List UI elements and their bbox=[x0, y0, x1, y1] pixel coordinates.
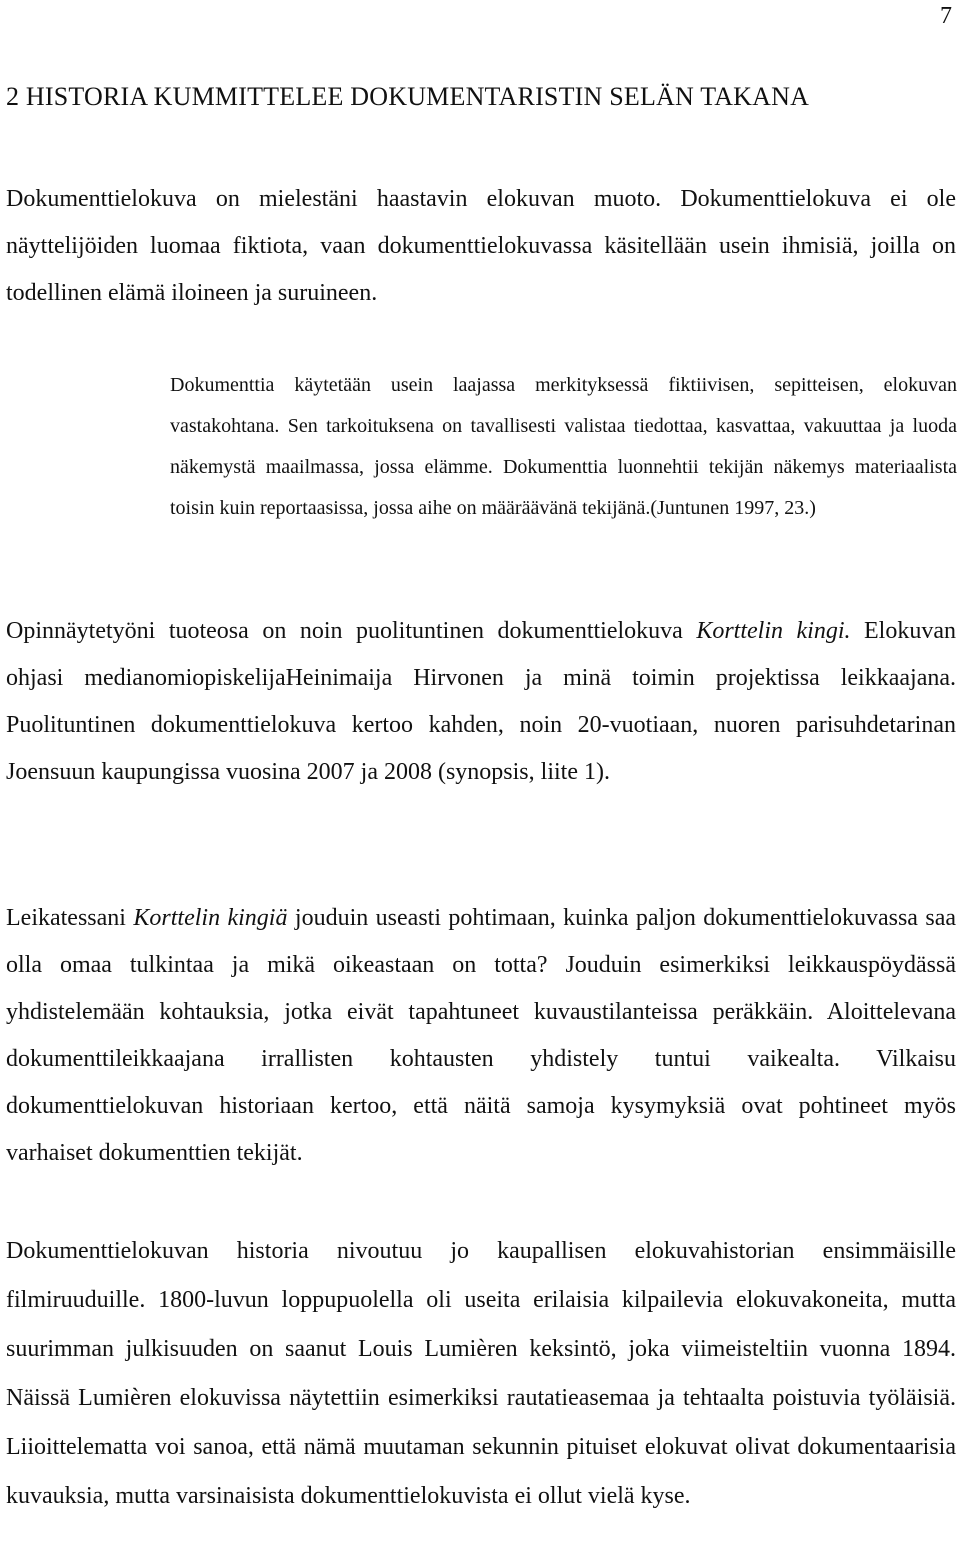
block-quote: Dokumenttia käytetään usein laajassa merkityksessä fiktiivisen, sepitteisen, elokuvan vastakohtana. Sen tarkoituksena on tavallisesti valistaa tiedottaa, kasvattaa, vakuuttaa ja luoda näkemystä maailmassa, jossa elämme. Dokumenttia luonnehtii tekijän näkemys materiaalista toisin kuin reportaasissa, jossa aihe on määräävänä tekijänä.(Juntunen 1997, 23.) bbox=[170, 374, 957, 519]
paragraph-editing bbox=[6, 895, 956, 1177]
paragraph-intro: Dokumenttielokuva on mielestäni haastavin elokuvan muoto. Dokumenttielokuva ei ole näyttelijöiden luomaa fiktiota, vaan dokumenttielokuvassa käsitellään usein ihmisiä, joilla on todellinen elämä iloineen ja suruineen. bbox=[6, 186, 956, 306]
film-title-inflected: Korttelin kingiä bbox=[133, 905, 288, 931]
paragraph-history: Dokumenttielokuvan historia nivoutuu jo kaupallisen elokuvahistorian ensimmäisille filmiruuduille. 1800-luvun loppupuolella oli useita erilaisia kilpailevia elokuvakoneita, mutta suurimman julkisuuden on saanut Louis Lumièren keksintö, joka viimeisteltiin vuonna 1894. Näissä Lumièren elokuvissa näytettiin esimerkiksi rautatieasemaa ja tehtaalta poistuvia työläisiä. Liioittelematta voi sanoa, että nämä muutaman sekunnin pituiset elokuvat olivat dokumentaarisia kuvauksia, mutta varsinaisista dokumenttielokuvista ei ollut vielä kyse. bbox=[6, 1238, 956, 1509]
paragraph-editing-text-before: Leikatessani bbox=[6, 905, 134, 931]
paragraph-thesis-text-after: Elokuvan ohjasi medianomiopiskelijaHeinimaija Hirvonen ja minä toimin projektissa leikkaajana. Puolituntinen dokumenttielokuva kertoo kahden, noin 20-vuotiaan, nuoren parisuhdetarinan Joensuun kaupungissa vuosina 2007 ja 2008 (synopsis, liite 1). bbox=[6, 618, 956, 785]
chapter-heading: 2 HISTORIA KUMMITTELEE DOKUMENTARISTIN SELÄN TAKANA bbox=[6, 82, 810, 111]
paragraph-thesis bbox=[6, 608, 956, 796]
paragraph-editing-text-after: jouduin useasti pohtimaan, kuinka paljon dokumenttielokuvassa saa olla omaa tulkintaa ja mikä oikeastaan on totta? Jouduin esimerkiksi leikkauspöydässä yhdistelemään kohtauksia, jotka eivät tapahtuneet kuvaustilanteissa peräkkäin. Aloittelevana dokumenttileikkaajana irrallisten kohtausten yhdistely tuntui vaikealta. Vilkaisu dokumenttielokuvan historiaan kertoo, että näitä samoja kysymyksiä ovat pohtineet myös varhaiset dokumenttien tekijät. bbox=[6, 905, 957, 1166]
film-title: Korttelin kingi. bbox=[696, 618, 851, 644]
page-number: 7 bbox=[940, 3, 952, 29]
paragraph-thesis-text-before: Opinnäytetyöni tuoteosa on noin puolituntinen dokumenttielokuva bbox=[6, 618, 697, 644]
